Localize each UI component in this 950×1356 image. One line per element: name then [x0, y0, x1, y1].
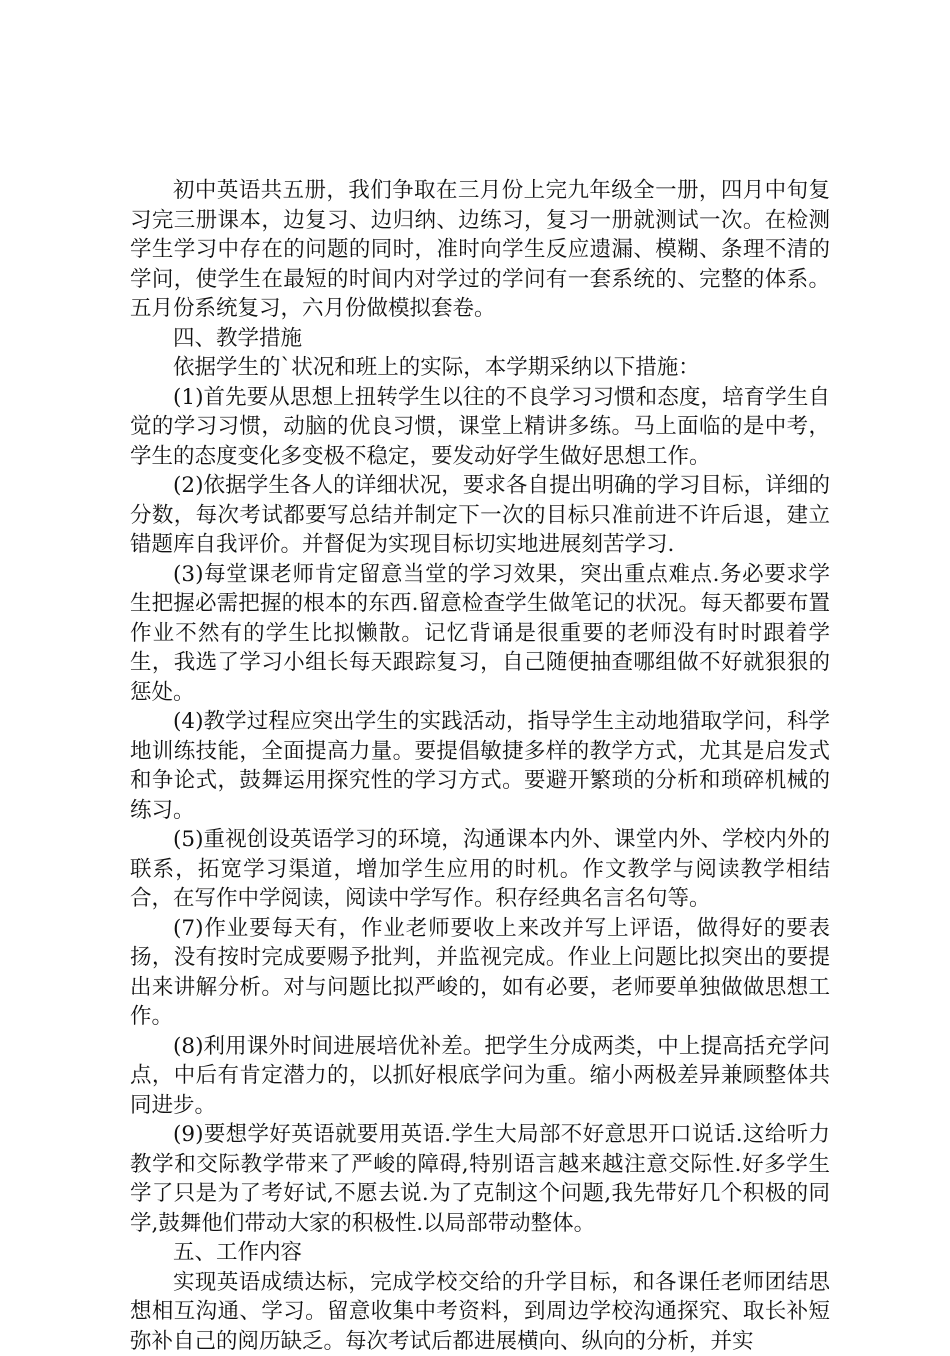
paragraph-measure-8: (8)利用课外时间进展培优补差。把学生分成两类，中上提高括充学问点，中后有肯定潜力的，以抓好根底学问为重。缩小两极差异兼顾整体共同进步。	[130, 1032, 830, 1121]
section-heading-work-content: 五、工作内容	[130, 1238, 830, 1268]
paragraph-measures-intro: 依据学生的`状况和班上的实际，本学期采纳以下措施：	[130, 353, 830, 383]
document-body	[130, 176, 830, 1356]
paragraph-measure-5: (5)重视创设英语学习的环境，沟通课本内外、课堂内外、学校内外的联系，拓宽学习渠道，增加学生应用的时机。作文教学与阅读教学相结合，在写作中学阅读，阅读中学写作。积存经典名言名句等。	[130, 825, 830, 914]
paragraph-measure-2: (2)依据学生各人的详细状况，要求各自提出明确的学习目标，详细的分数，每次考试都要写总结并制定下一次的目标只准前进不许后退，建立错题库自我评价。并督促为实现目标切实地进展刻苦学习.	[130, 471, 830, 560]
paragraph-work-content: 实现英语成绩达标，完成学校交给的升学目标，和各课任老师团结思想相互沟通、学习。留意收集中考资料，到周边学校沟通探究、取长补短弥补自己的阅历缺乏。每次考试后都进展横向、纵向的分析，并实	[130, 1268, 830, 1356]
paragraph-measure-1: (1)首先要从思想上扭转学生以往的不良学习习惯和态度，培育学生自觉的学习习惯，动脑的优良习惯，课堂上精讲多练。马上面临的是中考，学生的态度变化多变极不稳定，要发动好学生做好思想工作。	[130, 383, 830, 472]
paragraph-measure-7: (7)作业要每天有，作业老师要收上来改并写上评语，做得好的要表扬，没有按时完成要赐予批判，并监视完成。作业上问题比拟突出的要提出来讲解分析。对与问题比拟严峻的，如有必要，老师要单独做做思想工作。	[130, 914, 830, 1032]
paragraph-measure-3: (3)每堂课老师肯定留意当堂的学习效果，突出重点难点.务必要求学生把握必需把握的根本的东西.留意检查学生做笔记的状况。每天都要布置作业不然有的学生比拟懒散。记忆背诵是很重要的老师没有时时跟着学生，我选了学习小组长每天跟踪复习，自己随便抽查哪组做不好就狠狠的惩处。	[130, 560, 830, 708]
section-heading-teaching-measures: 四、教学措施	[130, 324, 830, 354]
paragraph-measure-9: (9)要想学好英语就要用英语.学生大局部不好意思开口说话.这给听力教学和交际教学带来了严峻的障碍,特别语言越来越注意交际性.好多学生学了只是为了考好试,不愿去说.为了克制这个问题,我先带好几个积极的同学,鼓舞他们带动大家的积极性.以局部带动整体。	[130, 1120, 830, 1238]
paragraph-measure-4: (4)教学过程应突出学生的实践活动，指导学生主动地猎取学问，科学地训练技能，全面提高力量。要提倡敏捷多样的教学方式，尤其是启发式和争论式，鼓舞运用探究性的学习方式。要避开繁琐的分析和琐碎机械的练习。	[130, 707, 830, 825]
paragraph-review-plan: 初中英语共五册，我们争取在三月份上完九年级全一册，四月中旬复习完三册课本，边复习、边归纳、边练习，复习一册就测试一次。在检测学生学习中存在的问题的同时，准时向学生反应遗漏、模糊、条理不清的学问，使学生在最短的时间内对学过的学问有一套系统的、完整的体系。五月份系统复习，六月份做模拟套卷。	[130, 176, 830, 324]
